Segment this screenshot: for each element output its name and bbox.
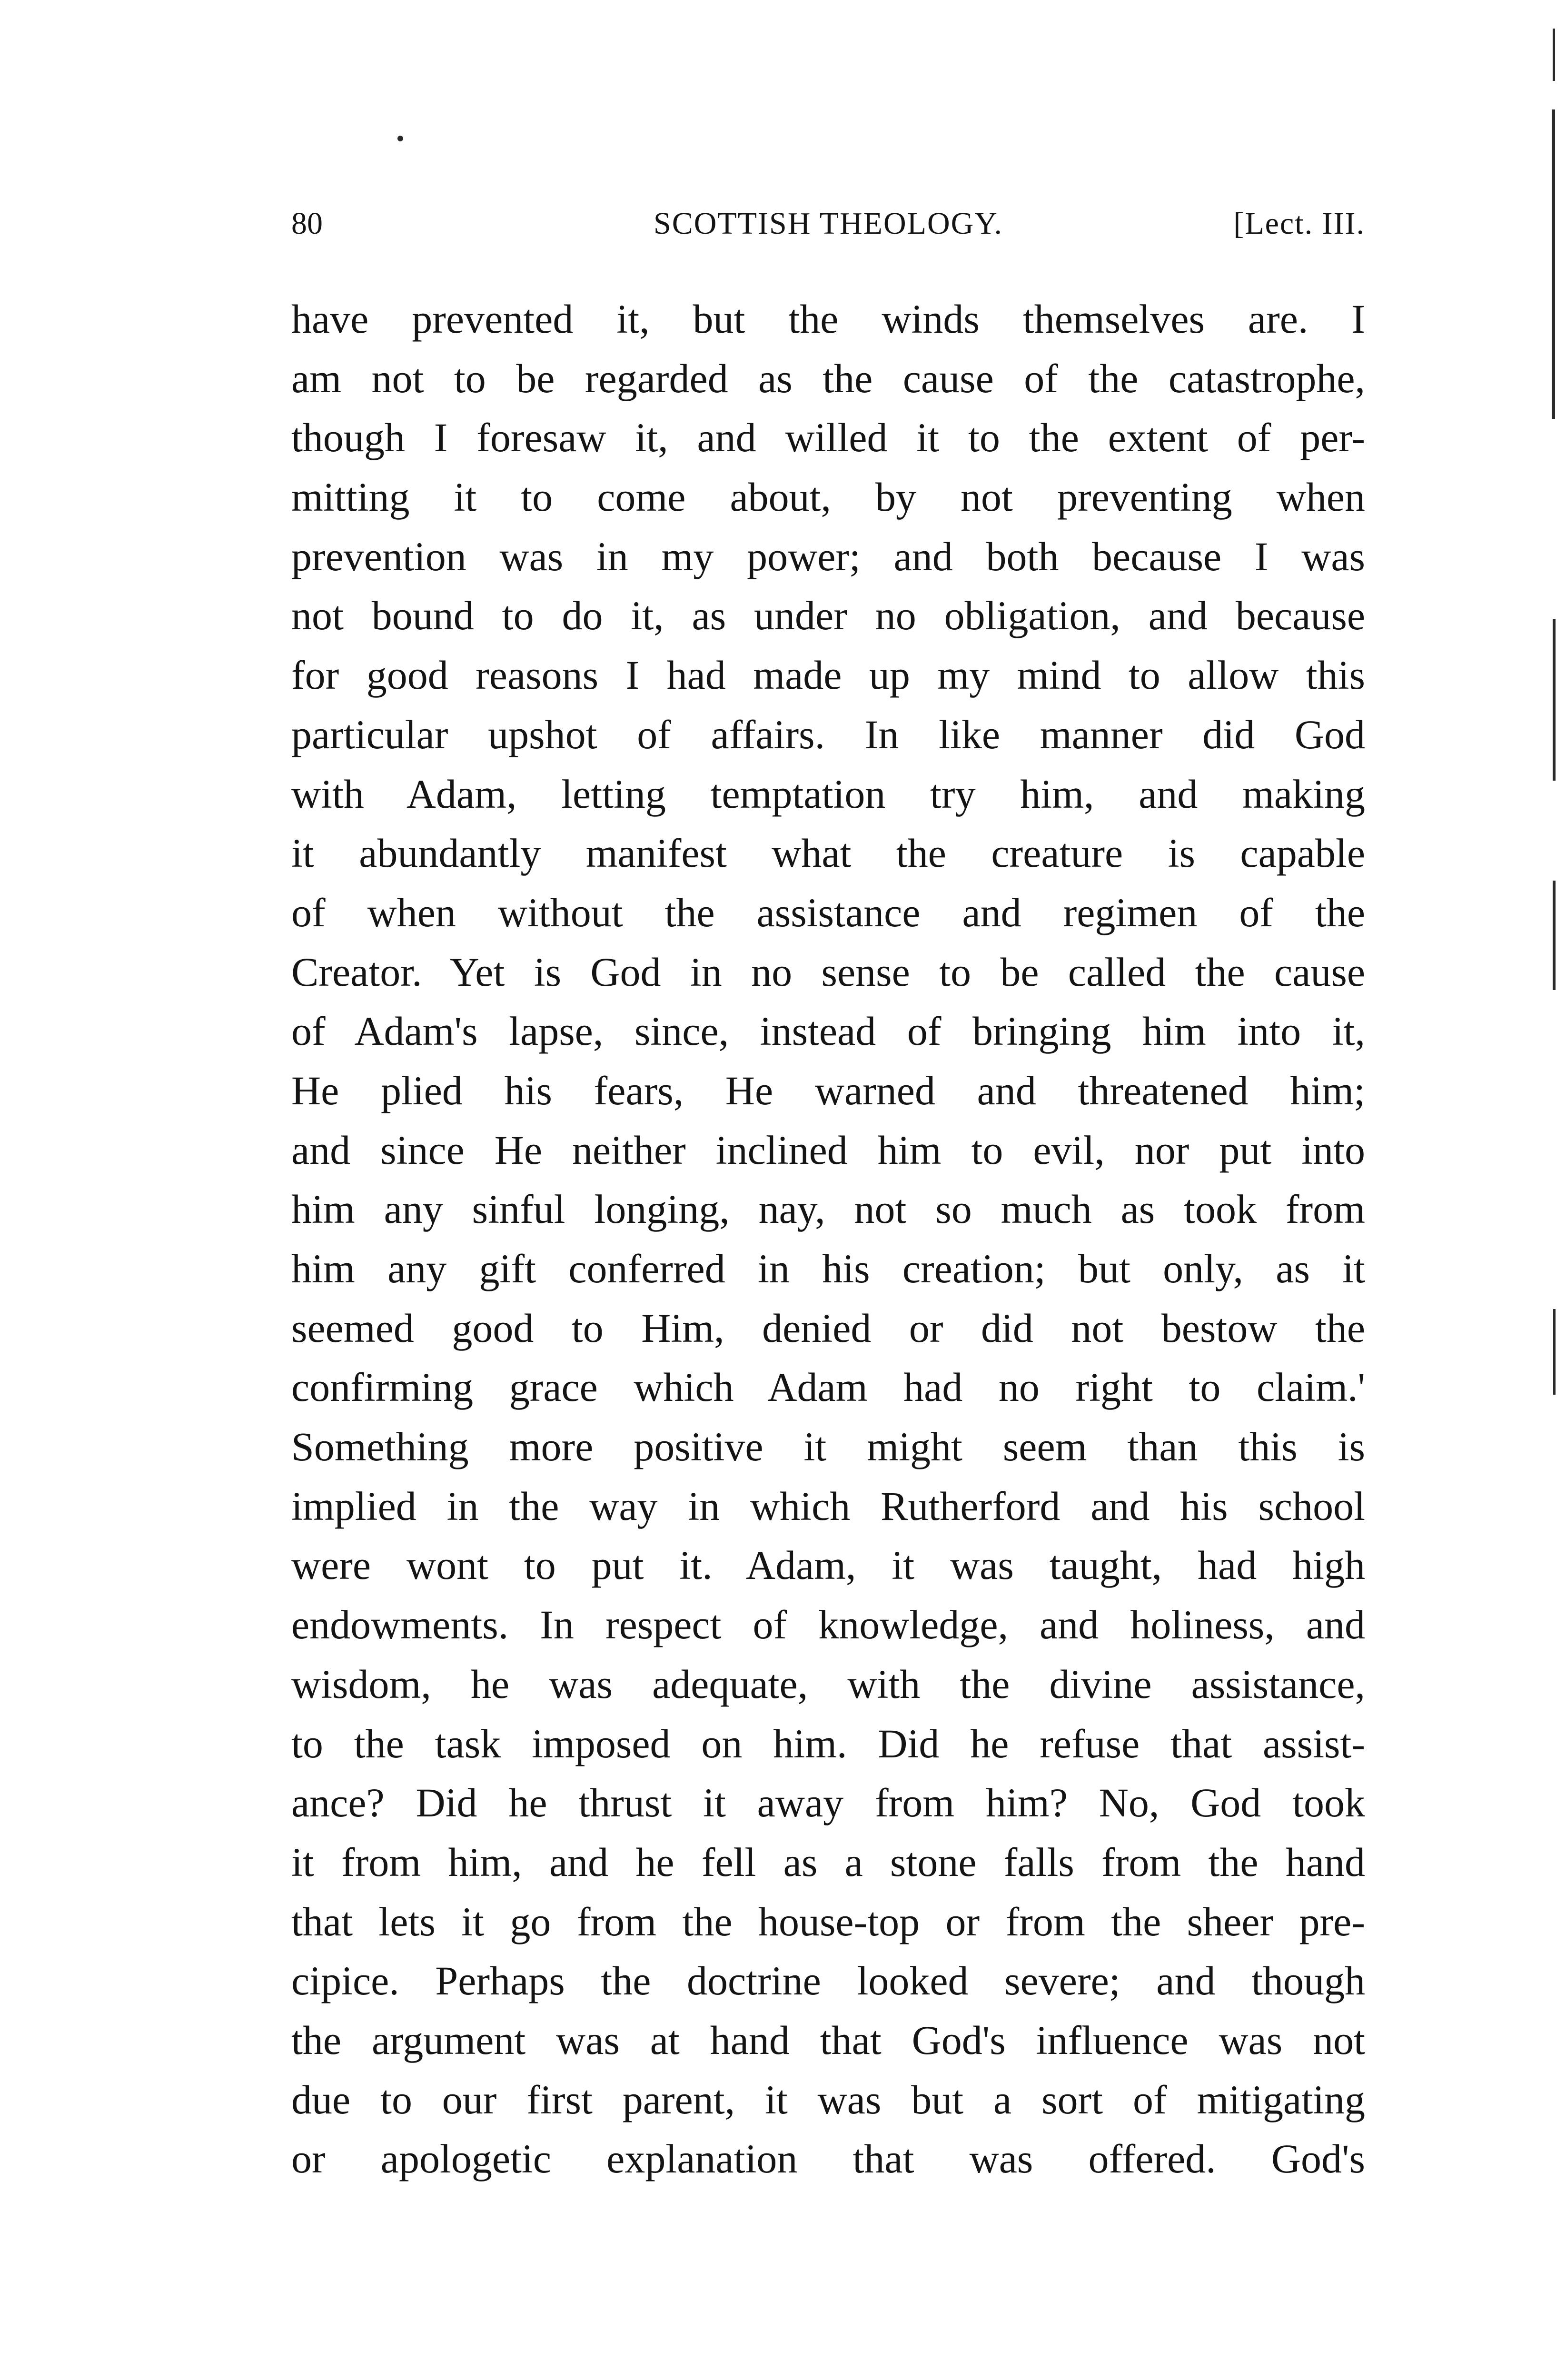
text-line: wisdom, he was adequate, with the divine assistance, xyxy=(291,1661,1365,1707)
text-line: were wont to put it. Adam, it was taught, had high xyxy=(291,1542,1365,1588)
page-number: 80 xyxy=(291,206,323,241)
text-line: to the task imposed on him. Did he refuse that assist- xyxy=(291,1720,1365,1766)
text-line: am not to be regarded as the cause of the catastrophe, xyxy=(291,355,1365,401)
running-head xyxy=(291,205,1365,243)
text-line: ance? Did he thrust it away from him? No, God took xyxy=(291,1780,1365,1826)
text-line: the argument was at hand that God's influence was not xyxy=(291,2017,1365,2063)
text-line: implied in the way in which Rutherford and his school xyxy=(291,1483,1365,1529)
text-line: of Adam's lapse, since, instead of bringing him into it, xyxy=(291,1008,1365,1054)
text-line: mitting it to come about, by not preventing when xyxy=(291,474,1365,520)
text-line: it from him, and he fell as a stone falls from the hand xyxy=(291,1839,1365,1885)
scan-speck xyxy=(397,136,403,141)
text-line: of when without the assistance and regimen of the xyxy=(291,889,1365,935)
text-line: for good reasons I had made up my mind to allow this xyxy=(291,652,1365,698)
text-line: and since He neither inclined him to evil, nor put into xyxy=(291,1127,1365,1173)
page-edge-mark xyxy=(1553,29,1555,81)
text-line: confirming grace which Adam had no right to claim.' xyxy=(291,1364,1365,1410)
page-edge-mark xyxy=(1552,109,1555,419)
page-edge-mark xyxy=(1553,881,1556,990)
text-line: that lets it go from the house-top or from the sheer pre- xyxy=(291,1898,1365,1944)
page-edge-mark xyxy=(1553,1309,1556,1395)
text-line: Creator. Yet is God in no sense to be called the cause xyxy=(291,949,1365,995)
text-line: not bound to do it, as under no obligation, and because xyxy=(291,593,1365,639)
text-line: prevention was in my power; and both because I was xyxy=(291,533,1365,579)
page-edge-mark xyxy=(1553,619,1556,781)
text-line: cipice. Perhaps the doctrine looked severe; and though xyxy=(291,1958,1365,2004)
text-line: He plied his fears, He warned and threatened him; xyxy=(291,1067,1365,1113)
text-line: or apologetic explanation that was offered. God's xyxy=(291,2136,1365,2182)
lecture-reference: [Lect. III. xyxy=(1233,206,1365,241)
book-title: SCOTTISH THEOLOGY. xyxy=(654,206,1003,241)
text-line: have prevented it, but the winds themselves are. I xyxy=(291,296,1365,342)
text-line: particular upshot of affairs. In like manner did God xyxy=(291,711,1365,757)
text-line: endowments. In respect of knowledge, and holiness, and xyxy=(291,1602,1365,1648)
text-line: him any sinful longing, nay, not so much as took from xyxy=(291,1186,1365,1232)
body-text xyxy=(291,289,1365,2189)
text-line: Something more positive it might seem than this is xyxy=(291,1424,1365,1470)
text-line: him any gift conferred in his creation; but only, as it xyxy=(291,1246,1365,1291)
text-line: it abundantly manifest what the creature is capable xyxy=(291,830,1365,876)
text-line: though I foresaw it, and willed it to the extent of per- xyxy=(291,415,1365,461)
text-line: due to our first parent, it was but a sort of mitigating xyxy=(291,2076,1365,2122)
text-line: seemed good to Him, denied or did not bestow the xyxy=(291,1305,1365,1351)
text-line: with Adam, letting temptation try him, and making xyxy=(291,771,1365,817)
